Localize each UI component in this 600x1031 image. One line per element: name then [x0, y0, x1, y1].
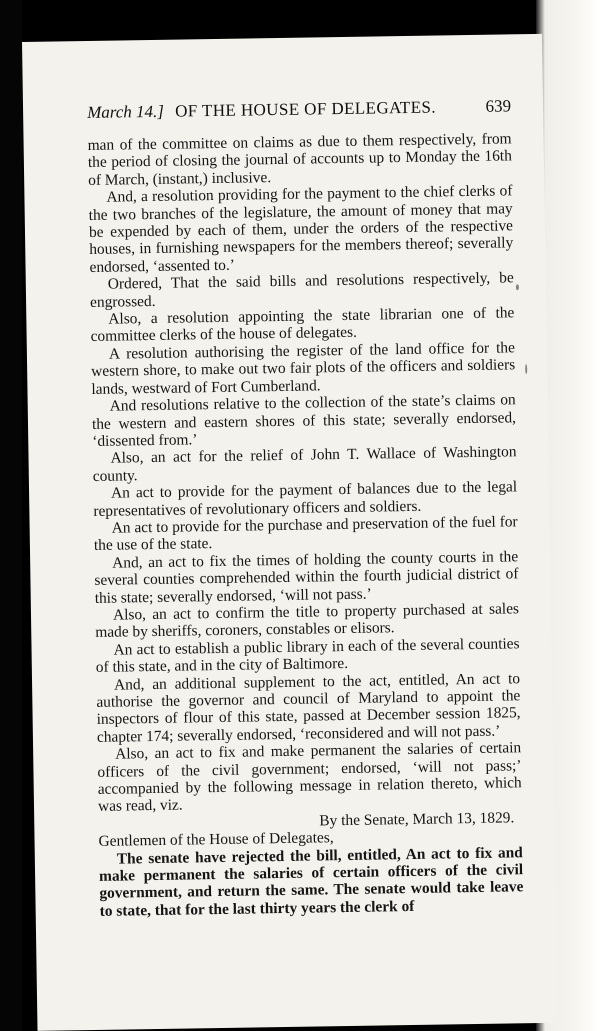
paragraph: An act to provide for the purchase and preservation of the fuel for the use of the state. [93, 513, 518, 555]
book-page [22, 34, 557, 1031]
paragraph: And resolutions relative to the collection of the state’s claims on the western and eastern shores of this state; severally endorsed, ‘dissented from.’ [91, 391, 517, 450]
header-title: OF THE HOUSE OF DELEGATES. [174, 97, 437, 121]
paragraph: Also, a resolution appointing the state librarian one of the committee clerks of the house of delegates. [90, 304, 515, 346]
scan-speck [525, 364, 527, 374]
dateline: By the Senate, March 13, 1829. [319, 809, 515, 830]
paragraph: And, an additional supplement to the act, entitled, An act to authorise the governor and council of Maryland to appoint the inspectors of flour of this state, passed at December session 1825, chapter 174; severally endorsed, ‘reconsidered and will not pass.’ [96, 669, 521, 746]
page-number: 639 [485, 96, 512, 116]
page-body [88, 130, 524, 920]
paragraph: man of the committee on claims as due to them respectively, from the period of closing the journal of accounts up to Monday the 16th of March, (instant,) inclusive. [87, 130, 512, 189]
page-header [87, 96, 511, 127]
paragraph: An act to establish a public library in each of the several counties of this state, and in the city of Baltimore. [95, 635, 520, 677]
paragraph: Ordered, That the said bills and resolutions respectively, be engrossed. [89, 269, 514, 311]
paragraph: A resolution authorising the register of the land office for the western shore, to make out two fair plots of the officers and soldiers lands, westward of Fort Cumberland. [91, 339, 516, 398]
scan-speck [516, 284, 519, 290]
salutation: Gentlemen of the House of Delegates, [98, 829, 334, 851]
paragraph: Also, an act to fix and make permanent the salaries of certain officers of the civil government; endorsed, ‘will not pass;’ accompanied by the following message in relation thereto, which was read, viz. [97, 739, 522, 816]
scan-border-left [0, 0, 22, 1031]
header-date: March 14.] [86, 101, 165, 122]
senate-message: The senate have rejected the bill, entitled, An act to fix and make permanent the salaries of certain officers of the civil government, and return the same. The senate would take leave to state, that for the last thirty years the clerk of [98, 843, 524, 920]
paragraph: An act to provide for the payment of balances due to the legal representatives of revolutionary officers and soldiers. [93, 478, 518, 520]
paragraph: And, a resolution providing for the payment to the chief clerks of the two branches of the legislature, the amount of money that may be expended by each of them, under the orders of the respective houses, in furnishing newspapers for the members thereof; severally endorsed, ‘assented to.’ [88, 182, 514, 276]
paragraph: Also, an act for the relief of John T. Wallace of Washington county. [92, 443, 517, 485]
paragraph: Also, an act to confirm the title to property purchased at sales made by sheriffs, coroners, constables or elisors. [95, 600, 520, 642]
paragraph: And, an act to fix the times of holding the county courts in the several counties comprehended within the fourth judicial district of this state; severally endorsed, ‘will not pass.’ [94, 548, 519, 607]
